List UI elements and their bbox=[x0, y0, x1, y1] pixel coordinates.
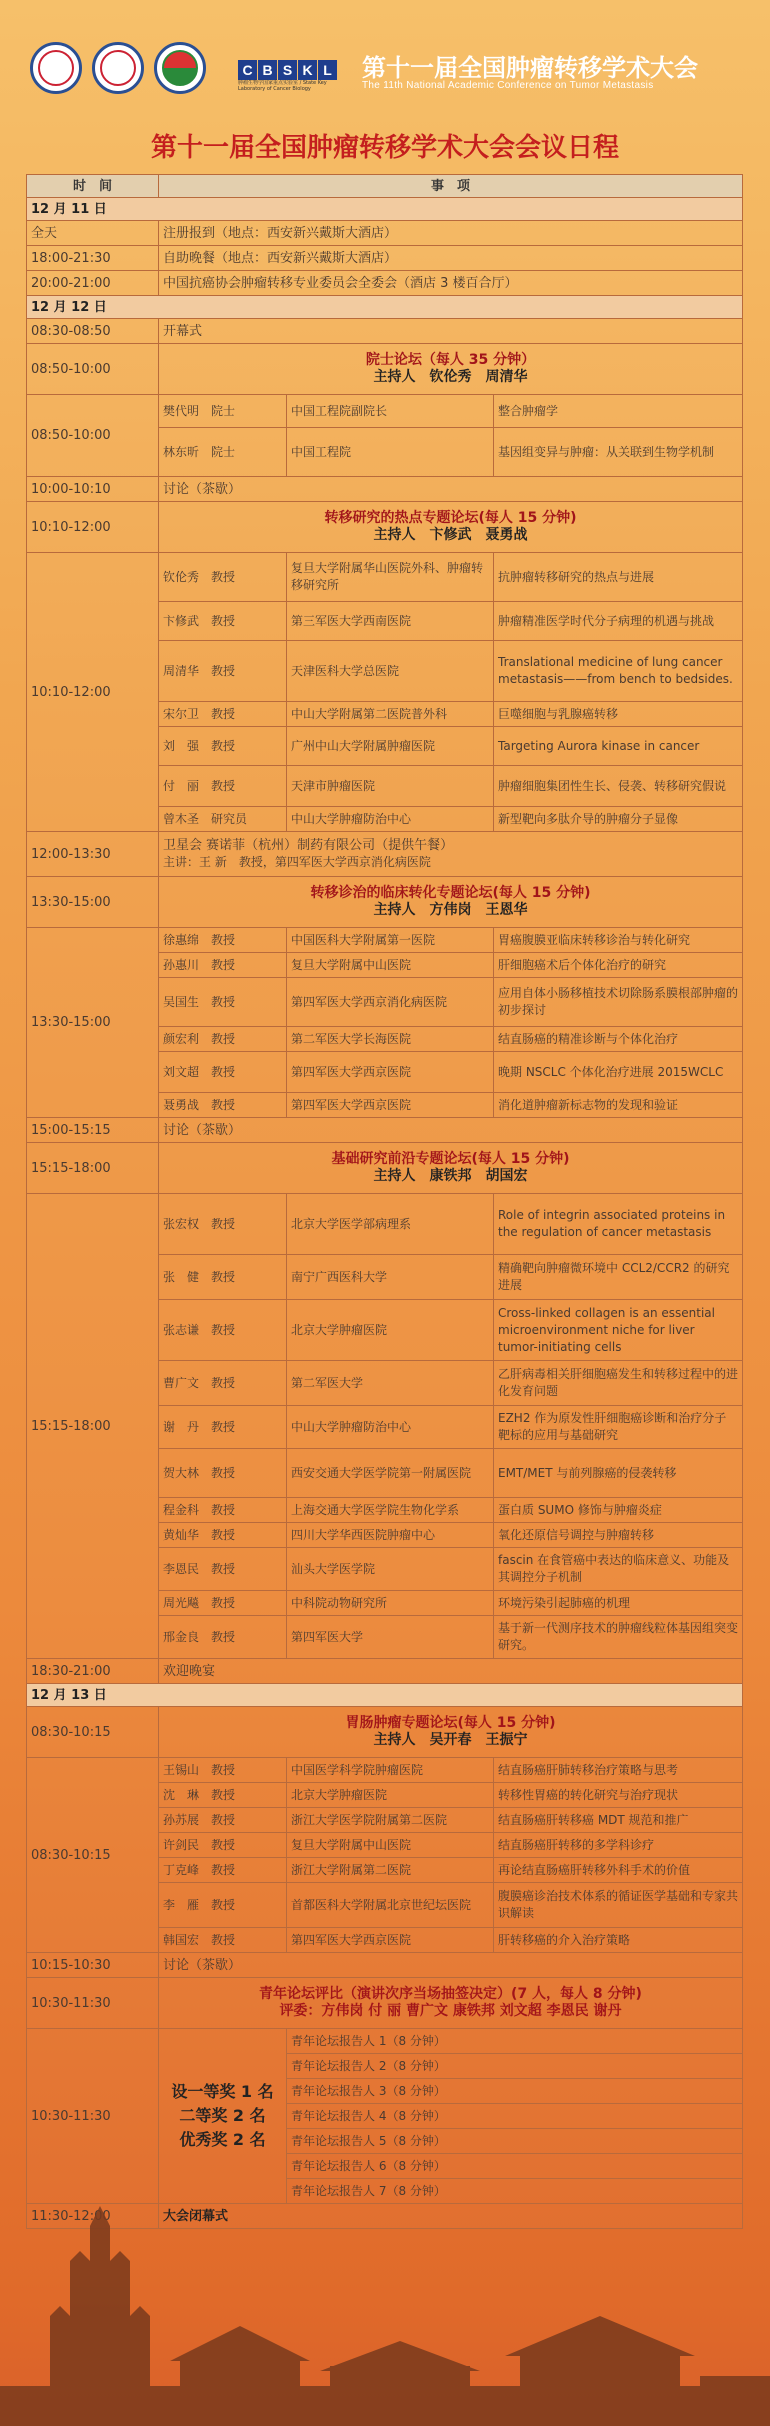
time-cell: 20:00-21:00 bbox=[27, 271, 159, 296]
session-title: 转移诊治的临床转化专题论坛(每人 15 分钟) bbox=[310, 885, 591, 901]
association-logo bbox=[92, 42, 144, 94]
speaker-affiliation: 中山大学肿瘤防治中心 bbox=[287, 807, 494, 832]
day-row bbox=[27, 198, 743, 221]
speaker-row bbox=[27, 1194, 743, 1255]
speaker-name: 宋尔卫 教授 bbox=[159, 702, 287, 727]
time-cell: 18:00-21:30 bbox=[27, 246, 159, 271]
speaker-affiliation: 中国工程院 bbox=[287, 428, 494, 477]
youth-speaker: 青年论坛报告人 3（8 分钟） bbox=[287, 2079, 743, 2104]
session-cell bbox=[159, 1143, 743, 1194]
time-cell: 10:15-10:30 bbox=[27, 1953, 159, 1978]
university-logo bbox=[30, 42, 82, 94]
speaker-name: 张宏权 教授 bbox=[159, 1194, 287, 1255]
talk-topic: 应用自体小肠移植技术切除肠系膜根部肿瘤的初步探讨 bbox=[494, 978, 743, 1027]
speaker-name: 李 雁 教授 bbox=[159, 1883, 287, 1928]
speaker-affiliation: 天津医科大学总医院 bbox=[287, 641, 494, 702]
talk-topic: 氧化还原信号调控与肿瘤转移 bbox=[494, 1523, 743, 1548]
speaker-affiliation: 西安交通大学医学院第一附属医院 bbox=[287, 1449, 494, 1498]
session-host: 主持人 吴开春 王振宁 bbox=[373, 1732, 528, 1748]
speaker-affiliation: 第二军医大学 bbox=[287, 1361, 494, 1406]
talk-topic: 结直肠癌肝肺转移治疗策略与思考 bbox=[494, 1758, 743, 1783]
talk-topic: Translational medicine of lung cancer metastasis——from bench to bedsides. bbox=[494, 641, 743, 702]
logo-group bbox=[30, 42, 206, 94]
time-cell: 13:30-15:00 bbox=[27, 877, 159, 928]
speaker-affiliation: 四川大学华西医院肿瘤中心 bbox=[287, 1523, 494, 1548]
prize-line: 二等奖 2 名 bbox=[179, 2106, 266, 2125]
speaker-affiliation: 第二军医大学长海医院 bbox=[287, 1027, 494, 1052]
session-host: 主持人 钦伦秀 周清华 bbox=[373, 369, 528, 385]
event-cell: 讨论（茶歇） bbox=[159, 477, 743, 502]
youth-speaker: 青年论坛报告人 5（8 分钟） bbox=[287, 2129, 743, 2154]
speaker-affiliation: 北京大学肿瘤医院 bbox=[287, 1300, 494, 1361]
cbskl-letter: L bbox=[318, 60, 337, 80]
speaker-name: 徐惠绵 教授 bbox=[159, 928, 287, 953]
speaker-affiliation: 第四军医大学 bbox=[287, 1616, 494, 1659]
session-title: 院士论坛（每人 35 分钟） bbox=[365, 352, 536, 368]
cbskl-letter: B bbox=[258, 60, 277, 80]
time-cell: 08:30-10:15 bbox=[27, 1758, 159, 1953]
talk-topic: 新型靶向多肽介导的肿瘤分子显像 bbox=[494, 807, 743, 832]
cbskl-letter: C bbox=[238, 60, 257, 80]
speaker-affiliation: 第四军医大学西京消化病医院 bbox=[287, 978, 494, 1027]
speaker-affiliation: 复旦大学附属中山医院 bbox=[287, 953, 494, 978]
satellite-speaker: 主讲：王 新 教授，第四军医大学西京消化病医院 bbox=[163, 855, 431, 869]
talk-topic: 结直肠癌的精准诊断与个体化治疗 bbox=[494, 1027, 743, 1052]
youth-speaker: 青年论坛报告人 4（8 分钟） bbox=[287, 2104, 743, 2129]
event-cell: 欢迎晚宴 bbox=[159, 1659, 743, 1684]
session-row bbox=[27, 877, 743, 928]
talk-topic: 再论结直肠癌肝转移外科手术的价值 bbox=[494, 1858, 743, 1883]
talk-topic: 环境污染引起肺癌的机理 bbox=[494, 1591, 743, 1616]
schedule-table bbox=[26, 174, 743, 2229]
speaker-affiliation: 浙江大学附属第二医院 bbox=[287, 1858, 494, 1883]
schedule-row bbox=[27, 477, 743, 502]
day-label: 12 月 12 日 bbox=[27, 296, 743, 319]
event-cell: 中国抗癌协会肿瘤转移专业委员会全委会（酒店 3 楼百合厅） bbox=[159, 271, 743, 296]
satellite-title: 卫星会 赛诺菲（杭州）制药有限公司（提供午餐） bbox=[163, 838, 454, 853]
speaker-affiliation: 第四军医大学西京医院 bbox=[287, 1052, 494, 1093]
talk-topic: Role of integrin associated proteins in the regulation of cancer metastasis bbox=[494, 1194, 743, 1255]
session-title: 胃肠肿瘤专题论坛(每人 15 分钟) bbox=[345, 1715, 556, 1731]
talk-topic: 整合肿瘤学 bbox=[494, 395, 743, 428]
talk-topic: 肝细胞癌术后个体化治疗的研究 bbox=[494, 953, 743, 978]
speaker-name: 张 健 教授 bbox=[159, 1255, 287, 1300]
time-cell: 10:30-11:30 bbox=[27, 1978, 159, 2029]
session-title: 青年论坛评比（演讲次序当场抽签决定）(7 人，每人 8 分钟) bbox=[259, 1986, 642, 2002]
talk-topic: Targeting Aurora kinase in cancer bbox=[494, 727, 743, 766]
event-cell: 讨论（茶歇） bbox=[159, 1118, 743, 1143]
speaker-affiliation: 中国医科大学附属第一医院 bbox=[287, 928, 494, 953]
speaker-affiliation: 中山大学附属第二医院普外科 bbox=[287, 702, 494, 727]
schedule-row bbox=[27, 221, 743, 246]
talk-topic: fascin 在食管癌中表达的临床意义、功能及其调控分子机制 bbox=[494, 1548, 743, 1591]
speaker-affiliation: 第三军医大学西南医院 bbox=[287, 602, 494, 641]
time-cell: 全天 bbox=[27, 221, 159, 246]
speaker-row bbox=[27, 395, 743, 428]
speaker-affiliation: 中国工程院副院长 bbox=[287, 395, 494, 428]
speaker-name: 曾木圣 研究员 bbox=[159, 807, 287, 832]
cbskl-letter: K bbox=[298, 60, 317, 80]
speaker-name: 孙惠川 教授 bbox=[159, 953, 287, 978]
session-cell bbox=[159, 877, 743, 928]
time-cell: 08:50-10:00 bbox=[27, 395, 159, 477]
youth-row bbox=[27, 2029, 743, 2054]
event-cell: 开幕式 bbox=[159, 319, 743, 344]
session-title: 转移研究的热点专题论坛(每人 15 分钟) bbox=[324, 510, 577, 526]
speaker-name: 周光飚 教授 bbox=[159, 1591, 287, 1616]
speaker-name: 付 丽 教授 bbox=[159, 766, 287, 807]
talk-topic: 精确靶向肿瘤微环境中 CCL2/CCR2 的研究进展 bbox=[494, 1255, 743, 1300]
speaker-affiliation: 第四军医大学西京医院 bbox=[287, 1928, 494, 1953]
talk-topic: 肿瘤细胞集团性生长、侵袭、转移研究假说 bbox=[494, 766, 743, 807]
speaker-affiliation: 第四军医大学西京医院 bbox=[287, 1093, 494, 1118]
speaker-name: 沈 琳 教授 bbox=[159, 1783, 287, 1808]
time-cell: 18:30-21:00 bbox=[27, 1659, 159, 1684]
time-cell: 13:30-15:00 bbox=[27, 928, 159, 1118]
event-cell bbox=[159, 832, 743, 877]
talk-topic: 抗肿瘤转移研究的热点与进展 bbox=[494, 553, 743, 602]
time-cell: 12:00-13:30 bbox=[27, 832, 159, 877]
time-cell: 15:15-18:00 bbox=[27, 1143, 159, 1194]
day-row bbox=[27, 296, 743, 319]
time-cell: 08:30-10:15 bbox=[27, 1707, 159, 1758]
speaker-affiliation: 中国医学科学院肿瘤医院 bbox=[287, 1758, 494, 1783]
speaker-affiliation: 汕头大学医学院 bbox=[287, 1548, 494, 1591]
speaker-affiliation: 北京大学肿瘤医院 bbox=[287, 1783, 494, 1808]
header bbox=[0, 0, 770, 120]
event-cell: 大会闭幕式 bbox=[159, 2204, 743, 2229]
speaker-name: 卞修武 教授 bbox=[159, 602, 287, 641]
schedule-row bbox=[27, 246, 743, 271]
session-host: 主持人 卞修武 聂勇战 bbox=[373, 527, 528, 543]
prize-line: 优秀奖 2 名 bbox=[179, 2130, 266, 2149]
speaker-name: 谢 丹 教授 bbox=[159, 1406, 287, 1449]
talk-topic: 结直肠癌肝转移癌 MDT 规范和推广 bbox=[494, 1808, 743, 1833]
table-header bbox=[27, 175, 743, 198]
cbskl-letter: S bbox=[278, 60, 297, 80]
page-title: 第十一届全国肿瘤转移学术大会会议日程 bbox=[150, 133, 619, 163]
conference-title: 第十一届全国肿瘤转移学术大会 bbox=[362, 54, 698, 82]
talk-topic: 腹膜癌诊治技术体系的循证医学基础和专家共识解读 bbox=[494, 1883, 743, 1928]
day-label: 12 月 13 日 bbox=[27, 1684, 743, 1707]
speaker-name: 王锡山 教授 bbox=[159, 1758, 287, 1783]
header-event: 事 项 bbox=[159, 175, 743, 198]
speaker-affiliation: 复旦大学附属中山医院 bbox=[287, 1833, 494, 1858]
talk-topic: 结直肠癌肝转移的多学科诊疗 bbox=[494, 1833, 743, 1858]
day-row bbox=[27, 1684, 743, 1707]
session-row bbox=[27, 1143, 743, 1194]
talk-topic: Cross-linked collagen is an essential microenvironment niche for liver tumor-initiating cells bbox=[494, 1300, 743, 1361]
speaker-name: 林东昕 院士 bbox=[159, 428, 287, 477]
conference-subtitle: The 11th National Academic Conference on Tumor Metastasis bbox=[362, 80, 654, 91]
youth-speaker: 青年论坛报告人 2（8 分钟） bbox=[287, 2054, 743, 2079]
speaker-name: 许剑民 教授 bbox=[159, 1833, 287, 1858]
event-cell: 自助晚餐（地点：西安新兴戴斯大酒店） bbox=[159, 246, 743, 271]
speaker-name: 孙苏展 教授 bbox=[159, 1808, 287, 1833]
speaker-name: 黄灿华 教授 bbox=[159, 1523, 287, 1548]
speaker-row bbox=[27, 553, 743, 602]
speaker-row bbox=[27, 1758, 743, 1783]
speaker-name: 刘文超 教授 bbox=[159, 1052, 287, 1093]
time-cell: 10:00-10:10 bbox=[27, 477, 159, 502]
talk-topic: EMT/MET 与前列腺癌的侵袭转移 bbox=[494, 1449, 743, 1498]
session-row bbox=[27, 1978, 743, 2029]
talk-topic: 转移性胃癌的转化研究与治疗现状 bbox=[494, 1783, 743, 1808]
skyline-illustration bbox=[0, 2166, 770, 2426]
session-cell bbox=[159, 344, 743, 395]
youth-speaker: 青年论坛报告人 1（8 分钟） bbox=[287, 2029, 743, 2054]
time-cell: 11:30-12:00 bbox=[27, 2204, 159, 2229]
talk-topic: 基因组变异与肿瘤：从关联到生物学机制 bbox=[494, 428, 743, 477]
speaker-name: 颜宏利 教授 bbox=[159, 1027, 287, 1052]
speaker-name: 刘 强 教授 bbox=[159, 727, 287, 766]
session-row bbox=[27, 1707, 743, 1758]
cbskl-logo bbox=[238, 60, 338, 92]
time-cell: 15:00-15:15 bbox=[27, 1118, 159, 1143]
speaker-affiliation: 南宁广西医科大学 bbox=[287, 1255, 494, 1300]
society-logo bbox=[154, 42, 206, 94]
session-host: 主持人 康铁邦 胡国宏 bbox=[373, 1168, 528, 1184]
cbskl-subtitle: 肿瘤生物学国家重点实验室 / State Key Laboratory of Cancer Biology bbox=[238, 80, 327, 92]
speaker-name: 聂勇战 教授 bbox=[159, 1093, 287, 1118]
speaker-affiliation: 首都医科大学附属北京世纪坛医院 bbox=[287, 1883, 494, 1928]
speaker-name: 吴国生 教授 bbox=[159, 978, 287, 1027]
speaker-name: 邢金良 教授 bbox=[159, 1616, 287, 1659]
speaker-name: 丁克峰 教授 bbox=[159, 1858, 287, 1883]
time-cell: 08:50-10:00 bbox=[27, 344, 159, 395]
talk-topic: 晚期 NSCLC 个体化治疗进展 2015WCLC bbox=[494, 1052, 743, 1093]
session-row bbox=[27, 344, 743, 395]
speaker-name: 程金科 教授 bbox=[159, 1498, 287, 1523]
event-cell: 讨论（茶歇） bbox=[159, 1953, 743, 1978]
youth-speaker: 青年论坛报告人 6（8 分钟） bbox=[287, 2154, 743, 2179]
speaker-name: 樊代明 院士 bbox=[159, 395, 287, 428]
speaker-affiliation: 中山大学肿瘤防治中心 bbox=[287, 1406, 494, 1449]
speaker-affiliation: 中科院动物研究所 bbox=[287, 1591, 494, 1616]
talk-topic: 基于新一代测序技术的肿瘤线粒体基因组突变研究。 bbox=[494, 1616, 743, 1659]
speaker-affiliation: 浙江大学医学院附属第二医院 bbox=[287, 1808, 494, 1833]
header-time: 时 间 bbox=[27, 175, 159, 198]
speaker-row bbox=[27, 928, 743, 953]
speaker-affiliation: 天津市肿瘤医院 bbox=[287, 766, 494, 807]
session-title: 基础研究前沿专题论坛(每人 15 分钟) bbox=[331, 1151, 570, 1167]
time-cell: 10:10-12:00 bbox=[27, 502, 159, 553]
time-cell: 10:30-11:30 bbox=[27, 2029, 159, 2204]
speaker-name: 周清华 教授 bbox=[159, 641, 287, 702]
speaker-affiliation: 上海交通大学医学院生物化学系 bbox=[287, 1498, 494, 1523]
talk-topic: EZH2 作为原发性肝细胞癌诊断和治疗分子靶标的应用与基础研究 bbox=[494, 1406, 743, 1449]
speaker-name: 钦伦秀 教授 bbox=[159, 553, 287, 602]
talk-topic: 巨噬细胞与乳腺癌转移 bbox=[494, 702, 743, 727]
time-cell: 08:30-08:50 bbox=[27, 319, 159, 344]
talk-topic: 肝转移癌的介入治疗策略 bbox=[494, 1928, 743, 1953]
day-label: 12 月 11 日 bbox=[27, 198, 743, 221]
youth-speaker: 青年论坛报告人 7（8 分钟） bbox=[287, 2179, 743, 2204]
speaker-name: 张志谦 教授 bbox=[159, 1300, 287, 1361]
session-cell bbox=[159, 1978, 743, 2029]
session-host: 评委：方伟岗 付 丽 曹广文 康铁邦 刘文超 李恩民 谢丹 bbox=[279, 2003, 622, 2019]
prize-line: 设一等奖 1 名 bbox=[171, 2082, 274, 2101]
speaker-affiliation: 广州中山大学附属肿瘤医院 bbox=[287, 727, 494, 766]
talk-topic: 肿瘤精准医学时代分子病理的机遇与挑战 bbox=[494, 602, 743, 641]
speaker-affiliation: 北京大学医学部病理系 bbox=[287, 1194, 494, 1255]
speaker-name: 韩国宏 教授 bbox=[159, 1928, 287, 1953]
talk-topic: 乙肝病毒相关肝细胞癌发生和转移过程中的进化发育问题 bbox=[494, 1361, 743, 1406]
time-cell: 15:15-18:00 bbox=[27, 1194, 159, 1659]
lunch-row bbox=[27, 832, 743, 877]
speaker-affiliation: 复旦大学附属华山医院外科、肿瘤转移研究所 bbox=[287, 553, 494, 602]
talk-topic: 胃癌腹膜亚临床转移诊治与转化研究 bbox=[494, 928, 743, 953]
talk-topic: 蛋白质 SUMO 修饰与肿瘤炎症 bbox=[494, 1498, 743, 1523]
speaker-name: 曹广文 教授 bbox=[159, 1361, 287, 1406]
session-host: 主持人 方伟岗 王恩华 bbox=[373, 902, 528, 918]
schedule-row bbox=[27, 319, 743, 344]
time-cell: 10:10-12:00 bbox=[27, 553, 159, 832]
session-row bbox=[27, 502, 743, 553]
talk-topic: 消化道肿瘤新标志物的发现和验证 bbox=[494, 1093, 743, 1118]
schedule-row bbox=[27, 1118, 743, 1143]
schedule-row bbox=[27, 1953, 743, 1978]
session-cell bbox=[159, 1707, 743, 1758]
session-cell bbox=[159, 502, 743, 553]
event-cell: 注册报到（地点：西安新兴戴斯大酒店） bbox=[159, 221, 743, 246]
schedule-row bbox=[27, 271, 743, 296]
speaker-name: 李恩民 教授 bbox=[159, 1548, 287, 1591]
speaker-name: 贺大林 教授 bbox=[159, 1449, 287, 1498]
schedule-row bbox=[27, 1659, 743, 1684]
